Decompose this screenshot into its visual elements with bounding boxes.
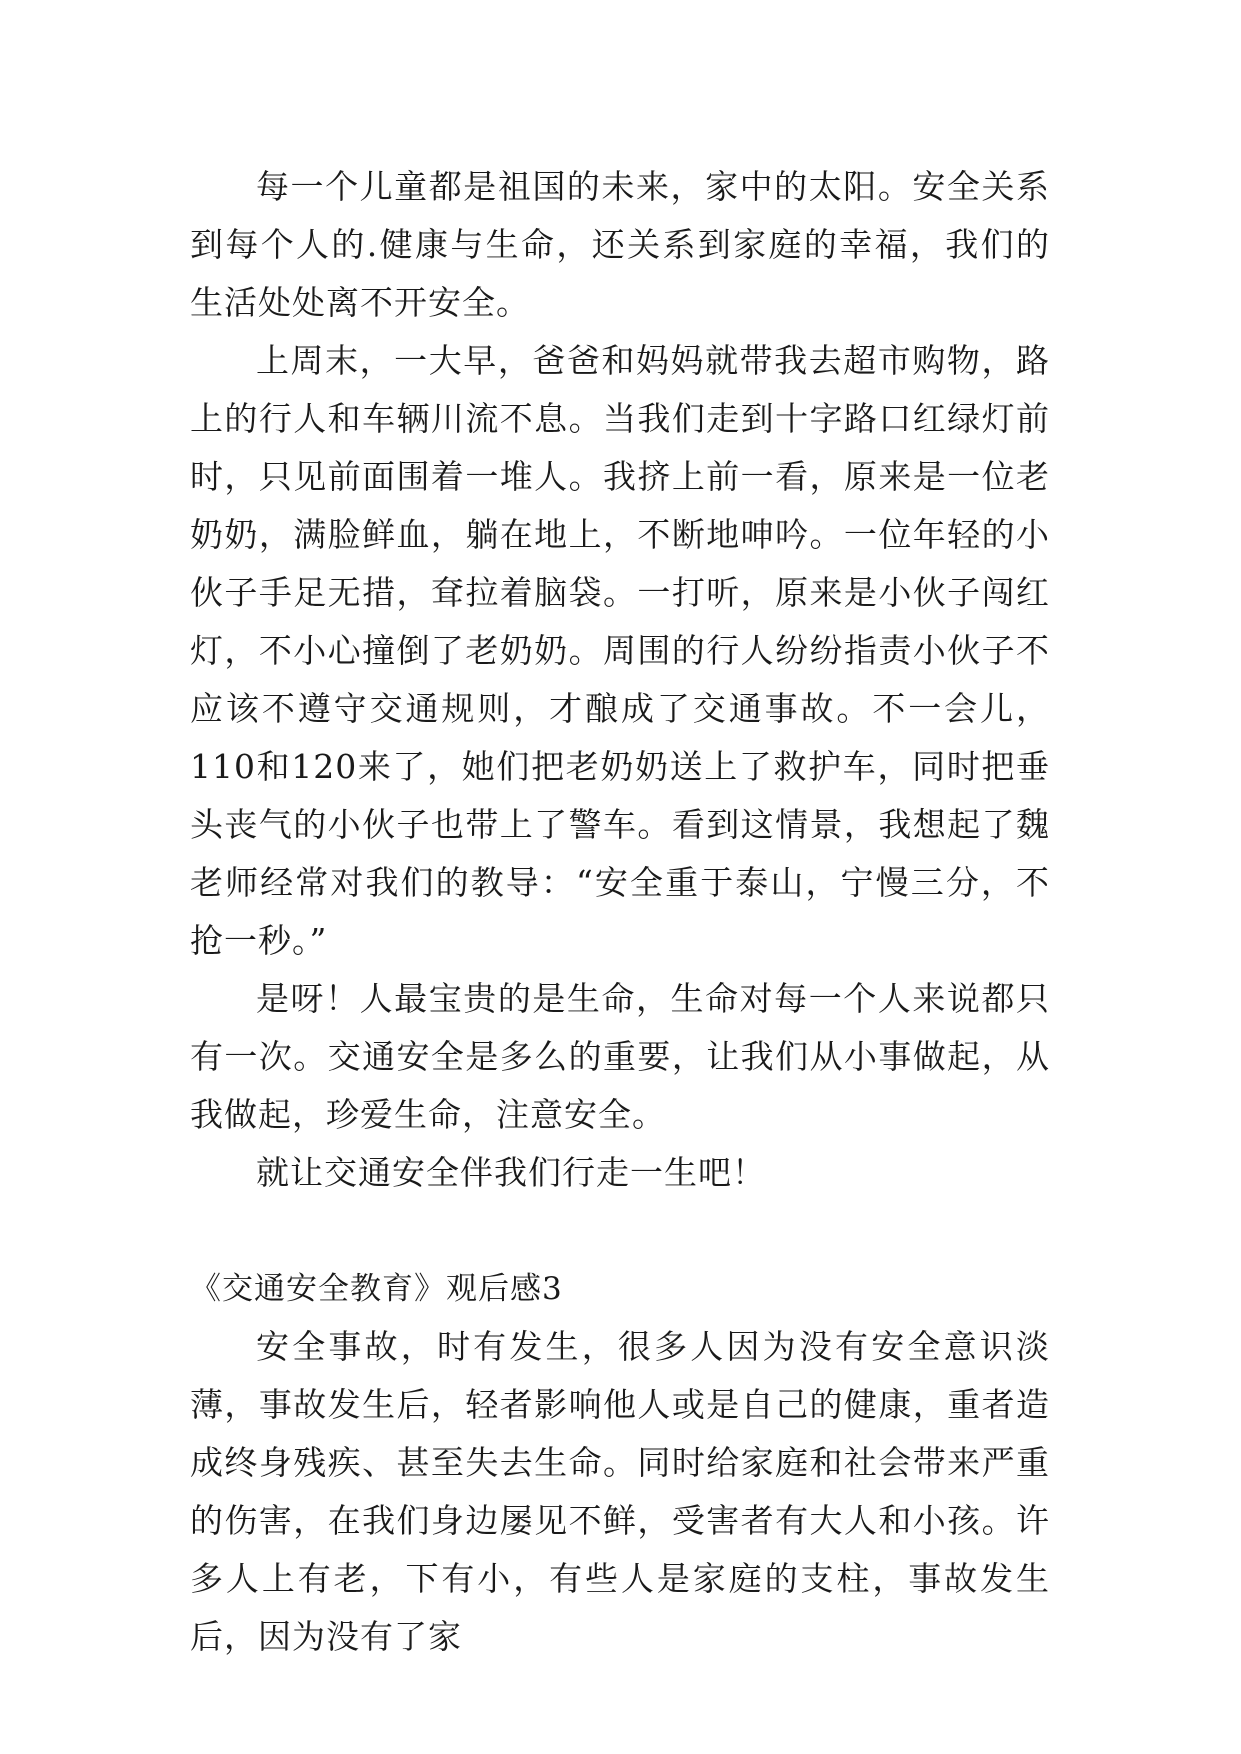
article-body (190, 158, 1050, 1666)
section-heading: 《交通安全教育》观后感3 (190, 1271, 563, 1307)
paragraph: 安全事故，时有发生，很多人因为没有安全意识淡薄，事故发生后，轻者影响他人或是自己的健康，重者造成终身残疾、甚至失去生命。同时给家庭和社会带来严重的伤害，在我们身边屡见不鲜，受害者有大人和小孩。许多人上有老，下有小，有些人是家庭的支柱，事故发生后，因为没有了家 (190, 1327, 1050, 1656)
paragraph: 上周末，一大早，爸爸和妈妈就带我去超市购物，路上的行人和车辆川流不息。当我们走到十字路口红绿灯前时，只见前面围着一堆人。我挤上前一看，原来是一位老奶奶，满脸鲜血，躺在地上，不断地呻吟。一位年轻的小伙子手足无措，耷拉着脑袋。一打听，原来是小伙子闯红灯，不小心撞倒了老奶奶。周围的行人纷纷指责小伙子不应该不遵守交通规则，才酿成了交通事故。不一会儿，110和120来了，她们把老奶奶送上了救护车，同时把垂头丧气的小伙子也带上了警车。看到这情景，我想起了魏老师经常对我们的教导：“安全重于泰山，宁慢三分，不抢一秒。” (190, 341, 1050, 960)
paragraph: 就让交通安全伴我们行走一生吧！ (256, 1153, 766, 1192)
paragraph: 是呀！人最宝贵的是生命，生命对每一个人来说都只有一次。交通安全是多么的重要，让我们从小事做起，从我做起，珍爱生命，注意安全。 (190, 979, 1050, 1134)
paragraph: 每一个儿童都是祖国的未来，家中的太阳。安全关系到每个人的.健康与生命，还关系到家庭的幸福，我们的生活处处离不开安全。 (190, 167, 1050, 322)
